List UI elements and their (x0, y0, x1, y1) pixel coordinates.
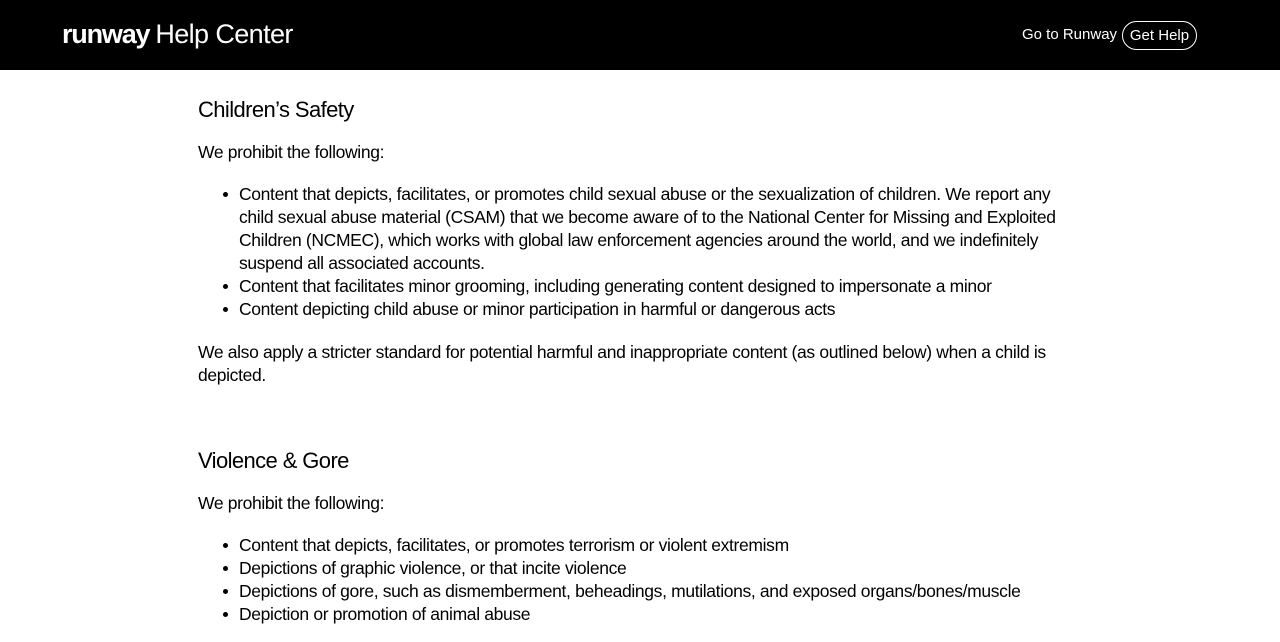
help-center-label: Help Center (155, 19, 293, 49)
list-item: Depiction or promotion of animal abuse (198, 603, 1078, 626)
list-item: Content that depicts, facilitates, or promotes child sexual abuse or the sexualization of children. We report any child sexual abuse material (CSAM) that we become aware of to the National Center for Missing and Exploited Children (NCMEC), which works with global law enforcement agencies around the world, and we indefinitely suspend all associated accounts. (198, 183, 1078, 275)
runway-logo-text: runway (62, 19, 150, 49)
brand-logo[interactable] (62, 18, 293, 50)
childrens-safety-list (198, 183, 1078, 321)
section-note: We also apply a stricter standard for potential harmful and inappropriate content (as outlined below) when a child is depicted. (198, 342, 1046, 385)
section-intro: We prohibit the following: (198, 142, 385, 162)
violence-gore-list (198, 534, 1078, 626)
top-navigation-bar (0, 0, 1280, 70)
list-item: Content that depicts, facilitates, or promotes terrorism or violent extremism (198, 534, 1078, 557)
list-item: Depictions of gore, such as dismemberment, beheadings, mutilations, and exposed organs/bones/muscle (198, 580, 1078, 603)
section-title-childrens-safety: Children’s Safety (198, 97, 354, 122)
section-title-violence-gore: Violence & Gore (198, 448, 349, 473)
list-item: Depictions of graphic violence, or that incite violence (198, 557, 1078, 580)
list-item: Content that facilitates minor grooming, including generating content designed to impersonate a minor (198, 275, 1078, 298)
get-help-button[interactable]: Get Help (1122, 21, 1197, 50)
section-intro: We prohibit the following: (198, 493, 385, 513)
go-to-runway-link[interactable]: Go to Runway (1022, 26, 1118, 43)
list-item: Content depicting child abuse or minor participation in harmful or dangerous acts (198, 298, 1078, 321)
